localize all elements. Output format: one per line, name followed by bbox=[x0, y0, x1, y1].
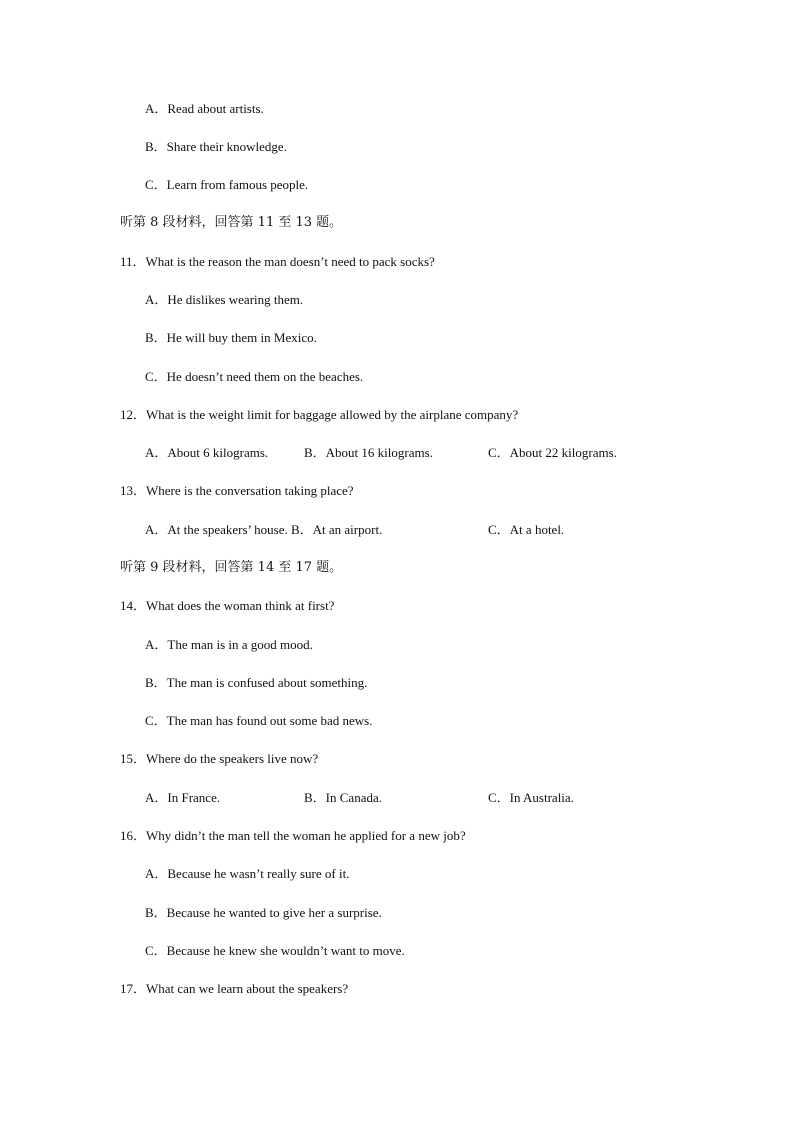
q16-option-a: A．Because he wasn’t really sure of it. bbox=[145, 866, 350, 881]
question-14: 14．What does the woman think at first? bbox=[120, 598, 335, 613]
q12-option-a: A．About 6 kilograms. bbox=[145, 445, 269, 460]
q11-option-a: A．He dislikes wearing them. bbox=[145, 292, 304, 307]
q15-option-b: B．In Canada. bbox=[304, 790, 382, 805]
q13-option-c: C．At a hotel. bbox=[488, 522, 565, 537]
question-13: 13．Where is the conversation taking place? bbox=[120, 483, 354, 498]
q16-option-c: C．Because he knew she wouldn’t want to move. bbox=[145, 943, 405, 958]
q13-option-a-b: A．At the speakers’ house. B．At an airport. bbox=[145, 522, 383, 537]
q16-option-b: B．Because he wanted to give her a surprise. bbox=[145, 905, 382, 920]
prev-option-b: B．Share their knowledge. bbox=[145, 139, 287, 154]
q12-option-b: B．About 16 kilograms. bbox=[304, 445, 433, 460]
question-12: 12．What is the weight limit for baggage allowed by the airplane company? bbox=[120, 407, 519, 422]
prev-option-c: C．Learn from famous people. bbox=[145, 177, 309, 192]
section-8-heading: 听第 8 段材料，回答第 11 至 13 题。 bbox=[120, 215, 343, 230]
q12-option-c: C．About 22 kilograms. bbox=[488, 445, 617, 460]
question-11: 11．What is the reason the man doesn’t need to pack socks? bbox=[120, 254, 435, 269]
q15-option-a: A．In France. bbox=[145, 790, 221, 805]
section-9-heading: 听第 9 段材料，回答第 14 至 17 题。 bbox=[120, 560, 343, 575]
q14-option-b: B．The man is confused about something. bbox=[145, 675, 368, 690]
q11-option-c: C．He doesn’t need them on the beaches. bbox=[145, 369, 364, 384]
q14-option-a: A．The man is in a good mood. bbox=[145, 637, 313, 652]
q11-option-b: B．He will buy them in Mexico. bbox=[145, 330, 317, 345]
question-17: 17．What can we learn about the speakers? bbox=[120, 981, 349, 996]
q14-option-c: C．The man has found out some bad news. bbox=[145, 713, 373, 728]
q15-option-c: C．In Australia. bbox=[488, 790, 574, 805]
question-15: 15．Where do the speakers live now? bbox=[120, 751, 319, 766]
question-16: 16．Why didn’t the man tell the woman he applied for a new job? bbox=[120, 828, 466, 843]
prev-option-a: A．Read about artists. bbox=[145, 101, 264, 116]
